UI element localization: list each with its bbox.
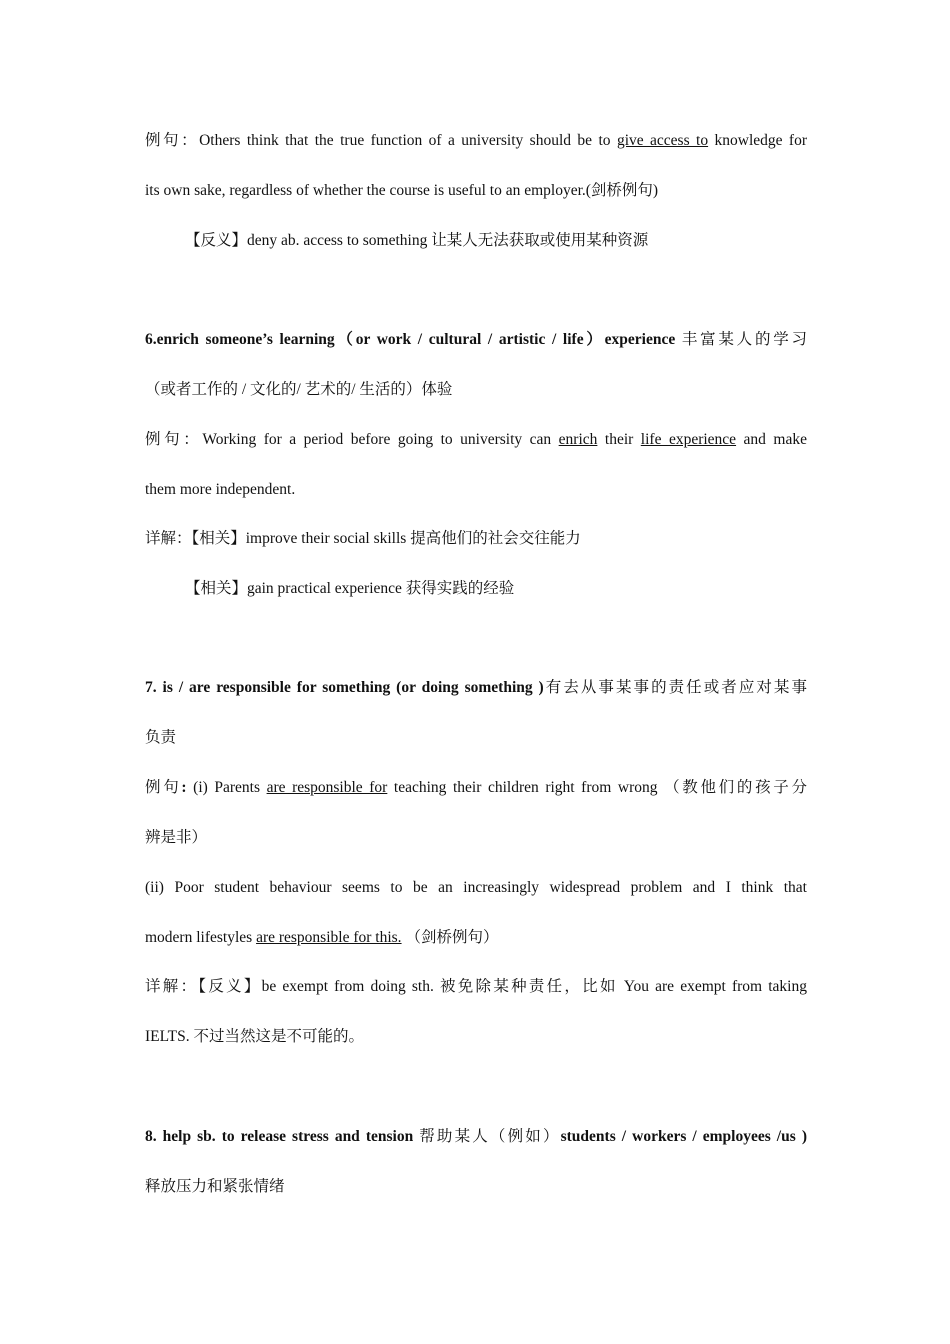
heading-6: 6.enrich someone’s learning（or work / cultural / artistic / life）experience 丰富某人的学习 (145, 331, 807, 348)
example-sentence-6-line-1: 例句：Working for a period before going to university can enrich their life experience and make (145, 431, 807, 448)
related-line-2: 【相关】gain practical experience 获得实践的经验 (185, 580, 515, 597)
antonym-7-line-2: IELTS. 不过当然这是不可能的。 (145, 1028, 365, 1045)
heading-7: 7. is / are responsible for something (or doing something )有去从事某事的责任或者应对某事 (145, 679, 807, 696)
example-sentence-7-line-2: 辨是非） (145, 829, 208, 846)
underlined-phrase: are responsible for (266, 779, 388, 796)
example-sentence-7-ii-line-2: modern lifestyles are responsible for this. （剑桥例句） (145, 929, 499, 946)
heading-6-continuation: （或者工作的 / 文化的/ 艺术的/ 生活的）体验 (145, 381, 453, 398)
heading-7-continuation: 负责 (145, 729, 177, 746)
example-sentence-line-2: its own sake, regardless of whether the course is useful to an employer.(剑桥例句) (145, 182, 659, 199)
heading-8-continuation: 释放压力和紧张情绪 (145, 1178, 285, 1195)
antonym-line: 【反义】deny ab. access to something 让某人无法获取或使用某种资源 (185, 232, 649, 249)
underlined-phrase: are responsible for this. (256, 929, 402, 946)
example-sentence-7-line-1: 例句: (i) Parents are responsible for teaching their children right from wrong （教他们的孩子分 (145, 779, 807, 796)
example-sentence-line-1: 例句：Others think that the true function of a university should be to give access to knowledge for (145, 132, 807, 149)
related-line-1: 详解：【相关】improve their social skills 提高他们的社会交往能力 (145, 530, 581, 547)
example-sentence-7-ii-line-1: (ii) Poor student behaviour seems to be an increasingly widespread problem and I think that (145, 879, 807, 896)
example-sentence-6-line-2: them more independent. (145, 481, 296, 498)
heading-8: 8. help sb. to release stress and tension 帮助某人（例如）students / workers / employees /us ) (145, 1128, 807, 1145)
underlined-phrase: enrich (558, 431, 598, 448)
antonym-7-line-1: 详解：【反义】be exempt from doing sth. 被免除某种责任，比如 You are exempt from taking (145, 978, 807, 995)
underlined-phrase: give access to (616, 132, 709, 149)
underlined-phrase: life experience (640, 431, 737, 448)
